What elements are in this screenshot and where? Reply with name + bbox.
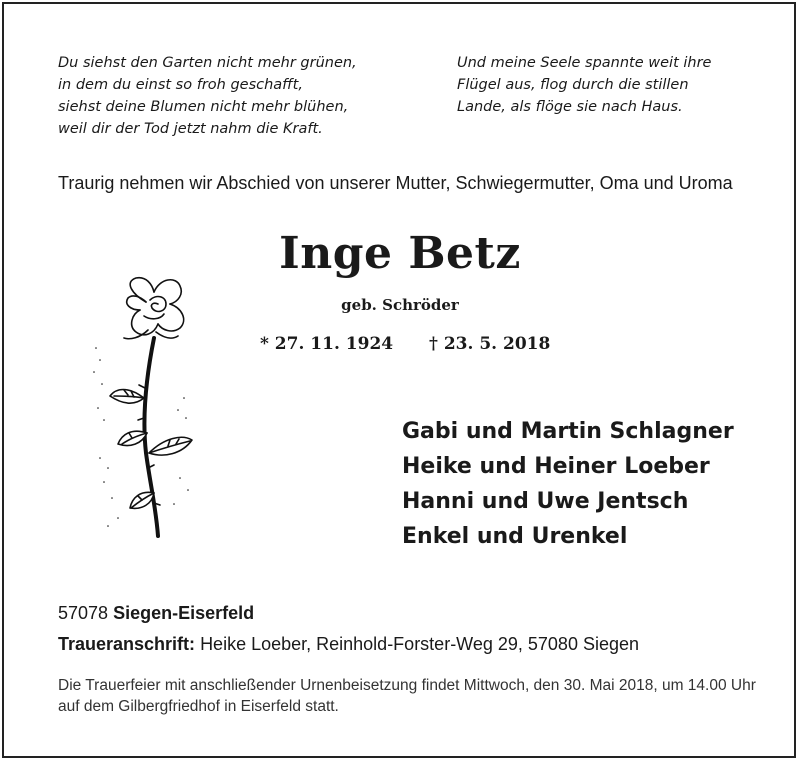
death-date: † 23. 5. 2018: [429, 334, 551, 354]
birth-name: geb. Schröder: [341, 296, 459, 314]
life-dates: [260, 334, 550, 354]
rose-icon: [84, 268, 209, 543]
location-line: [58, 603, 254, 624]
poem-line: Lande, als flöge sie nach Haus.: [457, 99, 683, 115]
family-member: Hanni und Uwe Jentsch: [402, 489, 689, 514]
family-member: Enkel und Urenkel: [402, 524, 628, 549]
mourning-address-label: Traueranschrift:: [58, 634, 196, 654]
mourning-address: Heike Loeber, Reinhold-Forster-Weg 29, 57080 Siegen: [200, 634, 639, 654]
poem-right: [457, 52, 711, 118]
poem-line: Und meine Seele spannte weit ihre: [457, 55, 712, 71]
poem-line: weil dir der Tod jetzt nahm die Kraft.: [58, 121, 323, 137]
family-list: [402, 414, 734, 554]
postal-code: 57078: [58, 603, 109, 623]
poem-line: Flügel aus, flog durch die stillen: [457, 77, 689, 93]
poem-line: Du siehst den Garten nicht mehr grünen,: [58, 55, 357, 71]
mourning-address-line: [58, 634, 639, 655]
intro-text: Traurig nehmen wir Abschied von unserer Mutter, Schwiegermutter, Oma und Uroma: [58, 173, 733, 193]
poem-line: in dem du einst so froh geschafft,: [58, 77, 303, 93]
family-member: Gabi und Martin Schlagner: [402, 419, 734, 444]
place-name: Siegen-Eiserfeld: [113, 603, 255, 623]
poem-left: [58, 52, 357, 140]
deceased-name: Inge Betz: [279, 228, 521, 279]
birth-date: * 27. 11. 1924: [260, 334, 394, 354]
ceremony-text: Die Trauerfeier mit anschließender Urnenbeisetzung findet Mittwoch, den 30. Mai 2018, um 14.00 Uhr auf dem Gilbergfriedhof in Eiserfeld statt.: [58, 677, 756, 715]
family-member: Heike und Heiner Loeber: [402, 454, 710, 479]
poem-line: siehst deine Blumen nicht mehr blühen,: [58, 99, 349, 115]
